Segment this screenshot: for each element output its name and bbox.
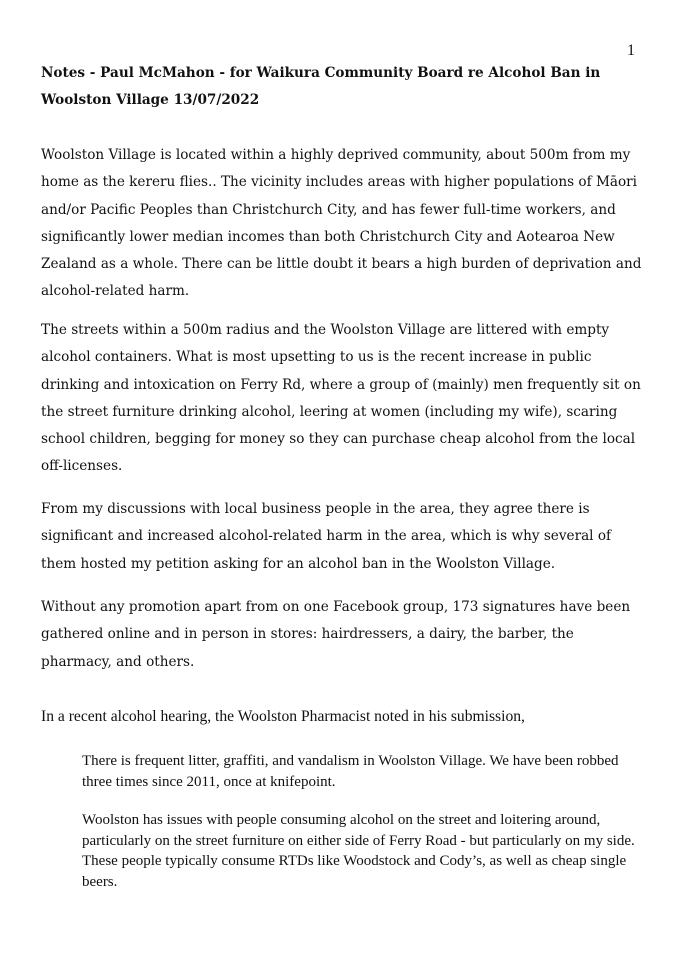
quote-alcohol-loitering: Woolston has issues with people consuming alcohol on the street and loitering around, particularly on the street furniture on either side of Ferry Road - but particularly on my side. These people typically consume RTDs like Woodstock and Cody’s, as well as cheap single beers. <box>82 812 635 890</box>
document-title: Notes - Paul McMahon - for Waikura Community Board re Alcohol Ban in Woolston Village 13/07/2022 <box>41 65 601 108</box>
quote-litter-vandalism: There is frequent litter, graffiti, and vandalism in Woolston Village. We have been robbed three times since 2011, once at knifepoint. <box>82 753 619 790</box>
paragraph-public-drinking: The streets within a 500m radius and the Woolston Village are littered with empty alcohol containers. What is most upsetting to us is the recent increase in public drinking and intoxication on Ferry Rd, where a group of (mainly) men frequently sit on the street furniture drinking alcohol, leering at women (including my wife), scaring school children, begging for money so they can purchase cheap alcohol from the local off-licenses. <box>41 322 641 475</box>
paragraph-pharmacist-intro: In a recent alcohol hearing, the Woolston Pharmacist noted in his submission, <box>41 708 525 725</box>
paragraph-signatures: Without any promotion apart from on one Facebook group, 173 signatures have been gathered online and in person in stores: hairdressers, a dairy, the barber, the pharmacy, and others. <box>41 599 631 670</box>
paragraph-deprivation: Woolston Village is located within a highly deprived community, about 500m from my home as the kereru flies.. The vicinity includes areas with higher populations of Māori and/or Pacific Peoples than Christchurch City, and has fewer full-time workers, and significantly lower median incomes than both Christchurch City and Aotearoa New Zealand as a whole. There can be little doubt it bears a high burden of deprivation and alcohol-related harm. <box>41 147 642 300</box>
page-number: 1 <box>627 42 635 59</box>
paragraph-business-petition: From my discussions with local business people in the area, they agree there is significant and increased alcohol-related harm in the area, which is why several of them hosted my petition asking for an alcohol ban in the Woolston Village. <box>41 501 612 572</box>
